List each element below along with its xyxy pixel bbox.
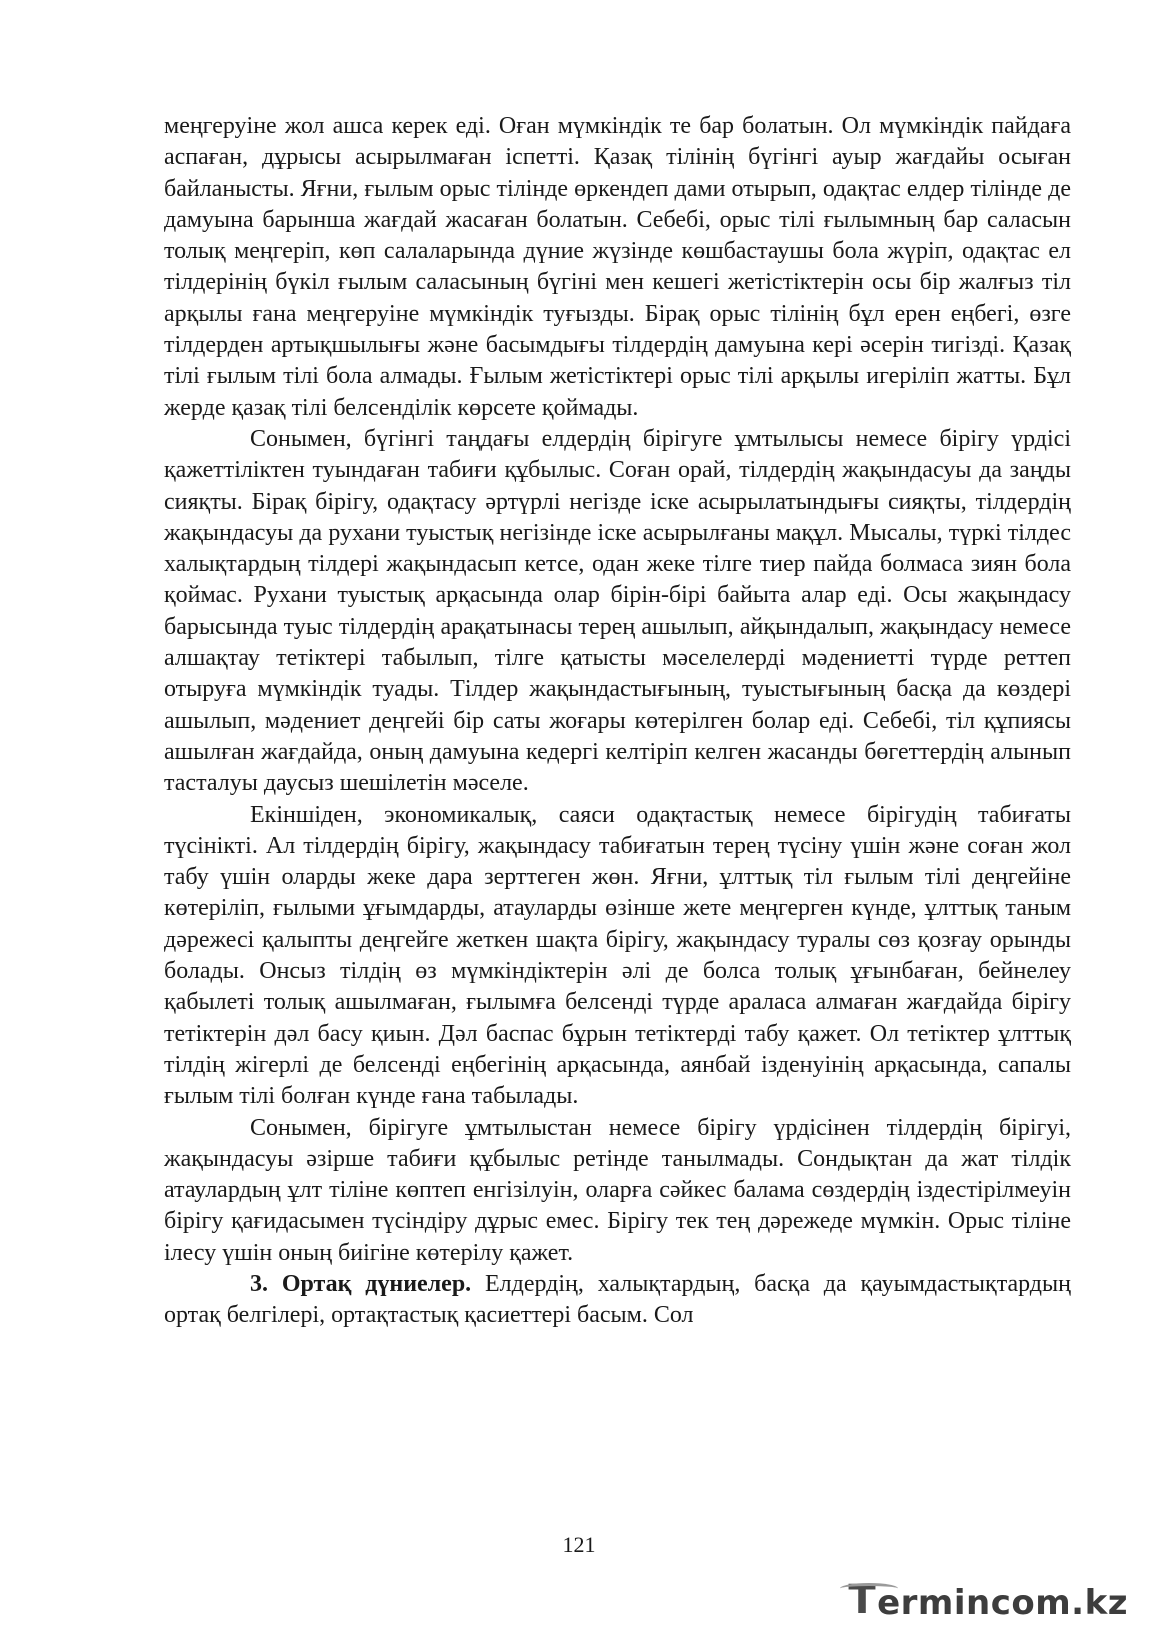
logo-tail: m.kz (1035, 1583, 1128, 1623)
paragraph-1: меңгеруіне жол ашса керек еді. Оған мүмкіндік те бар болатын. Ол мүмкіндік пайдаға аспаған, дұрысы асырылмаған іспетті. Қазақ тілінің бүгінгі ауыр жағдайы осыған байланысты. Яғни, ғылым орыс тілінде өркендеп дами отырып, одақтас елдер тілінде де дамуына барынша жағдай жасаған болатын. Себебі, орыс тілі ғылымның бар саласын толық меңгеріп, көп салаларында дүние жүзінде көшбастаушы бола жүріп, одақтас ел тілдерінің бүкіл ғылым саласының бүгіні мен кешегі жетістіктерін осы бір жалғыз тіл арқылы ғана меңгеруіне мүмкіндік туғызды. Бірақ орыс тілінің бұл ерен еңбегі, өзге тілдерден артықшылығы және басымдығы тілдердің дамуына кері әсерін тигізді. Қазақ тілі ғылым тілі бола алмады. Ғылым жетістіктері орыс тілі арқылы игеріліп жатты. Бұл жерде қазақ тілі белсенділік көрсете қоймады. (164, 113, 1071, 421)
logo-letter-t: T (848, 1577, 876, 1623)
paragraph-5 (164, 1269, 1071, 1332)
body-text (164, 111, 1071, 1332)
page-number: 121 (562, 1532, 596, 1557)
paragraph-2: Сонымен, бүгінгі таңдағы елдердің бірігуге ұмтылысы немесе бірігу үрдісі қажеттіліктен туындаған табиғи құбылыс. Соған орай, тілдердің жақындасуы да заңды сияқты. Бірақ бірігу, одақтасу әртүрлі негізде іске асырылатындығы сияқты, тілдердің жақындасуы да рухани туыстық негізінде іске асырылғаны мақұл. Мысалы, түркі тілдес халықтардың тілдері жақындасып кетсе, одан жеке тілге тиер пайда болмаса зиян бола қоймас. Рухани туыстық арқасында олар бірін-бірі байыта алар еді. Осы жақындасу барысында туыс тілдердің арақатынасы терең ашылып, айқындалып, жақындасу немесе алшақтау тетіктері табылып, тілге қатысты мәселелерді мәдениетті түрде реттеп отыруға мүмкіндік туады. Тілдер жақындастығының, туыстығының басқа да көздері ашылып, мәдениет деңгейі бір саты жоғары көтерілген болар еді. Себебі, тіл құпиясы ашылған жағдайда, оның дамуына кедергі келтіріп келген жасанды бөгеттердің алынып тасталуы даусыз шешілетін мәселе. (164, 425, 1071, 797)
section-heading: 3. Ортақ дүниелер. (250, 1270, 472, 1297)
logo-o: o (1011, 1583, 1036, 1623)
paragraph-4: Сонымен, бірігуге ұмтылыстан немесе бірігу үрдісінен тілдердің бірігуі, жақындасуы әзірше табиғи құбылыс ретінде танылмады. Сондықтан да жат тілдік атаулардың ұлт тіліне көптеп енгізілуін, оларға сәйкес балама сөздердің іздестірілмеуін бірігу қағидасымен түсіндіру дұрыс емес. Бірігу тек тең дәрежеде мүмкін. Орыс тіліне ілесу үшін оның биігіне көтерілу қажет. (164, 1114, 1071, 1266)
paragraph-3: Екіншіден, экономикалық, саяси одақтастық немесе бірігудің табиғаты түсінікті. Ал тілдердің бірігу, жақындасу табиғатын терең түсіну үшін және соған жол табу үшін оларды жеке дара зерттеген жөн. Яғни, ұлттық тіл ғылым тілі деңгейіне көтеріліп, ғылыми ұғымдарды, атауларды өзінше жете меңгерген күнде, ұлттық таным дәрежесі қалыпты деңгейге жеткен шақта бірігу, жақындасу туралы сөз қозғау орынды болады. Онсыз тілдің өз мүмкіндіктерін әлі де болса толық ұғынбаған, бейнелеу қабылеті толық ашылмаған, ғылымға белсенді түрде араласа алмаған жағдайда бірігу тетіктерін дәл басу қиын. Дәл баспас бұрын тетіктерді табу қажет. Ол тетіктер ұлттық тілдің жігерлі де белсенді еңбегінің арқасында, аянбай ізденуінің арқасында, сапалы ғылым тілі болған күнде ғана табылады. (164, 801, 1071, 1110)
termincom-logo (848, 1577, 1128, 1623)
logo-swoosh-icon (840, 1583, 898, 1594)
section-text: Елдердің, халықтардың, басқа да қауымдастықтардың ортақ белгілері, ортақтастық қасиеттері басым. Сол (164, 1270, 1071, 1329)
logo-text: erminc (877, 1583, 1012, 1623)
